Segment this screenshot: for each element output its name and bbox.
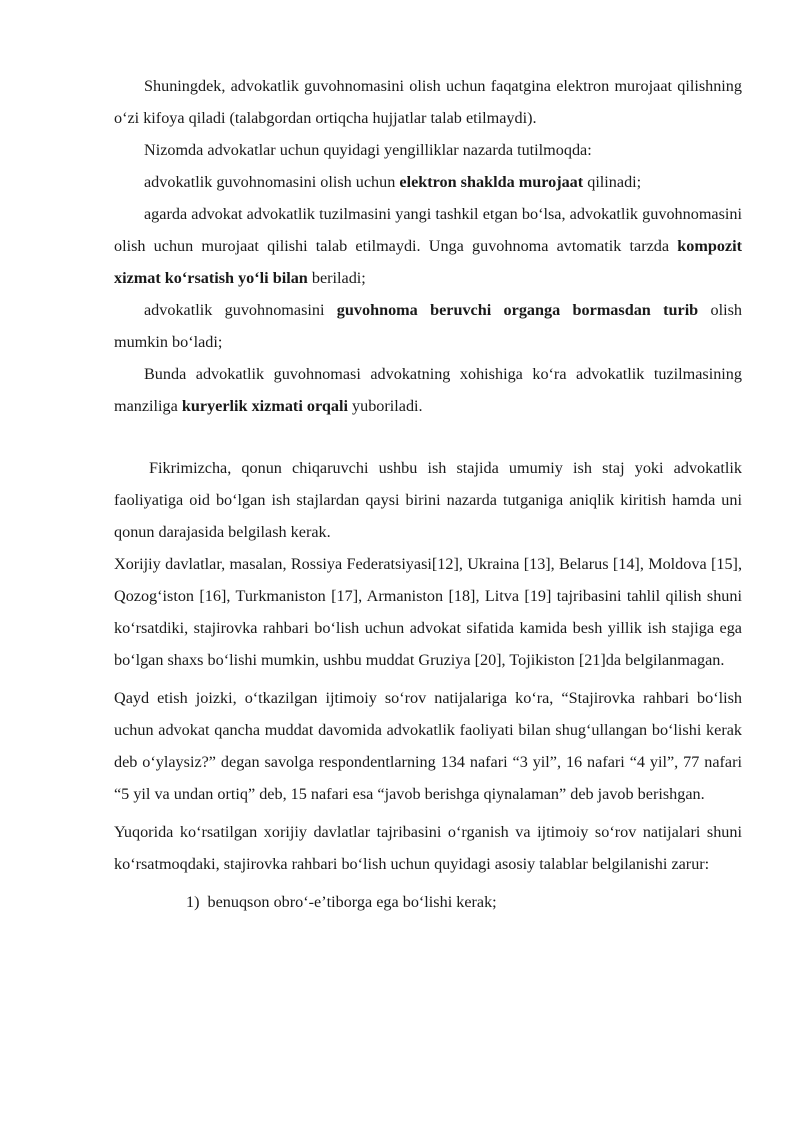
document-page [114, 70, 742, 918]
paragraph-1: Shuningdek, advokatlik guvohnomasini olish uchun faqatgina elektron murojaat qilishning oʻzi kifoya qiladi (talabgordan ortiqcha hujjatlar talab etilmaydi). [114, 77, 742, 127]
bold-phrase: guvohnoma beruvchi organga bormasdan turib [336, 301, 699, 319]
paragraph-7: Fikrimizcha, qonun chiqaruvchi ushbu ish stajida umumiy ish staj yoki advokatlik faoliyatiga oid boʻlgan ish stajlardan qaysi birini nazarda tutganiga aniqlik kiritish hamda uni qonun darajasida belgilash kerak. [114, 459, 742, 541]
paragraph-2: Nizomda advokatlar uchun quyidagi yengilliklar nazarda tutilmoqda: [144, 141, 592, 159]
bold-phrase: kompozit xizmat koʻrsatish yoʻli bilan [114, 237, 742, 287]
paragraph-4: agarda advokat advokatlik tuzilmasini yangi tashkil etgan boʻlsa, advokatlik guvohnomasini olish uchun murojaat qilishi talab etilmaydi. Unga guvohnoma avtomatik tarzda kompozit xizmat koʻrsatish yoʻli bilan beriladi; [114, 205, 742, 287]
paragraph-10: Yuqorida koʻrsatilgan xorijiy davlatlar tajribasini oʻrganish va ijtimoiy soʻrov natijalari shuni koʻrsatmoqdaki, stajirovka rahbari boʻlish uchun quyidagi asosiy talablar belgilanishi zarur: [114, 823, 742, 873]
bold-phrase: elektron shaklda murojaat [399, 173, 584, 191]
list-item-text: benuqson obroʻ-eʼtiborga ega boʻlishi kerak; [207, 893, 497, 911]
list-item [114, 886, 742, 918]
bold-phrase: kuryerlik xizmati orqali [181, 397, 348, 415]
paragraph-8: Xorijiy davlatlar, masalan, Rossiya Federatsiyasi[12], Ukraina [13], Belarus [14], Moldova [15], Qozogʻiston [16], Turkmaniston [17], Armaniston [18], Litva [19] tajribasini tahlil qilish shuni koʻrsatdiki, stajirovka rahbari boʻlish uchun advokat sifatida kamida besh yillik ish stajiga ega boʻlgan shaxs boʻlishi mumkin, ushbu muddat Gruziya [20], Tojikiston [21]da belgilanmagan. [114, 555, 742, 669]
list-number: 1) [186, 893, 200, 911]
paragraph-6: Bunda advokatlik guvohnomasi advokatning xohishiga koʻra advokatlik tuzilmasining manziliga kuryerlik xizmati orqali yuboriladi. [114, 365, 742, 415]
paragraph-5: advokatlik guvohnomasini guvohnoma beruvchi organga bormasdan turib olish mumkin boʻladi; [114, 301, 743, 351]
paragraph-9: Qayd etish joizki, oʻtkazilgan ijtimoiy soʻrov natijalariga koʻra, “Stajirovka rahbari boʻlish uchun advokat qancha muddat davomida advokatlik faoliyati bilan shugʻullangan boʻlishi kerak deb oʻylaysiz?” degan savolga respondentlarning 134 nafari “3 yil”, 16 nafari “4 yil”, 77 nafari “5 yil va undan ortiq” deb, 15 nafari esa “javob berishga qiynalaman” deb javob berishgan. [114, 689, 742, 803]
paragraph-3: advokatlik guvohnomasini olish uchun elektron shaklda murojaat qilinadi; [144, 173, 642, 191]
